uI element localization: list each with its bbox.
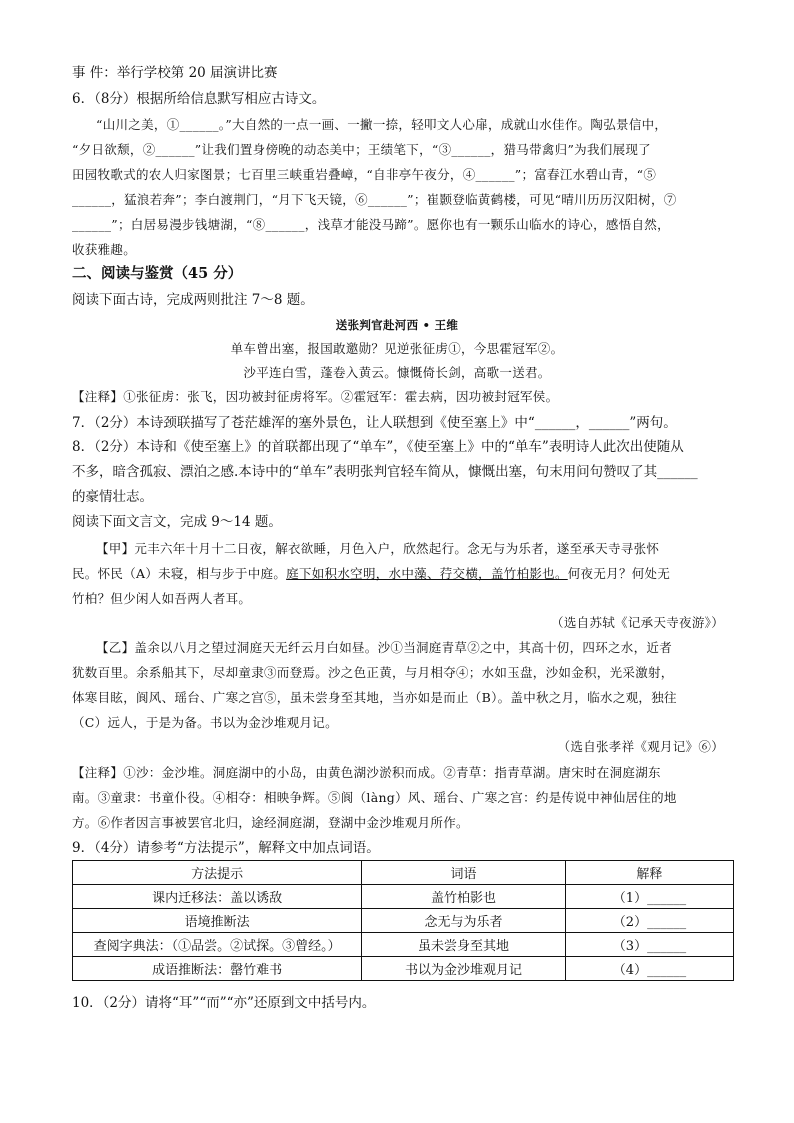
jia-line: 【甲】元丰六年十月十二日夜，解衣欲睡，月色入户，欣然起行。念无与为乐者，遂至承天寺寻张怀 [96,541,660,556]
q6-paragraph-line: “山川之美，①______。”大自然的一点一画、一撇一捺，轻叩文人心扉，成就山水佳作。陶弘景信中， [96,117,668,132]
yi-line: 犹数百里。余系船其下，尽却童隶③而登焉。沙之色正黄，与月相夺④；水如玉盘，沙如金积，光采激射， [72,665,674,680]
event-line: 事 件：举行学校第 20 届演讲比赛 [72,65,278,81]
q8-line: 8．（2分）本诗和《使至塞上》的首联都出现了“单车”，《使至塞上》中的“单车”表明诗人此次出使随从 [72,439,684,455]
q6-paragraph-line: 田园牧歌式的农人归家图景；七百里三峡重岩叠嶂，“自非亭午夜分，④______”；富春江水碧山青，“⑤ [72,167,657,182]
table-header: 方法提示 [73,861,362,885]
jia-text: 何夜无月？何处无 [567,566,671,581]
table-header: 解释 [565,861,733,885]
yi-line: 体寒目眩，阆风、瑶台、广寒之宫⑤，虽未尝身至其地，当亦如是而止（B）。盖中秋之月，临水之观，独往 [72,690,677,705]
q10: 10．（2分）请将“耳”“而”“亦”还原到文中括号内。 [72,995,376,1011]
table-header: 词语 [362,861,566,885]
yi-line: （C）远人，于是为备。书以为金沙堆观月记。 [72,715,338,730]
jia-line [72,564,670,584]
q6-paragraph-line: “夕日欲颓，②______”让我们置身傍晚的动态美中；王绩笔下，“③______，猎马带禽归”为我们展现了 [72,142,651,157]
prose-intro: 阅读下面文言文，完成 9～14 题。 [72,514,282,530]
poem-title: 送张判官赴河西 • 王维 [335,318,459,332]
section-heading: 二、阅读与鉴赏（45 分） [72,265,243,282]
q6-paragraph-line: 收获雅趣。 [72,242,137,257]
table-header-row [73,861,734,885]
method-table [72,860,734,981]
answer-cell[interactable]: （4）______ [565,957,733,981]
yi-note: 方。⑥作者因言事被罢官北归，途经洞庭湖，登湖中金沙堆观月所作。 [72,815,469,830]
poem-note: 【注释】①张征虏：张飞，因功被封征虏将军。②霍冠军：霍去病，因功被封冠军侯。 [72,389,559,404]
table-row [73,885,734,909]
q7: 7．（2分）本诗颈联描写了苍茫雄浑的塞外景色，让人联想到《使至塞上》中“______，______”两句。 [72,415,677,431]
table-cell: 课内迁移法：盖以诱敌 [73,885,362,909]
poem-line: 单车曾出塞，报国敢邀勋？见逆张征虏①，今思霍冠军②。 [230,341,564,356]
yi-note: 【注释】①沙：金沙堆。洞庭湖中的小岛，由黄色湖沙淤积而成。②青草：指青草湖。唐宋时在洞庭湖东 [72,765,661,780]
q8-line: 的豪情壮志。 [72,489,153,505]
yi-note: 南。③童隶：书童仆役。④相夺：相映争辉。⑤阆（làng）风、瑶台、广寒之宫：约是传说中神仙居住的地 [72,790,677,805]
table-cell: 查阅字典法：（①品尝。②试探。③曾经。） [73,933,362,957]
jia-source: （选自苏轼《记承天寺夜游》） [551,615,724,630]
yi-line: 【乙】盖余以八月之望过洞庭天无纤云月白如昼。沙①当洞庭青草②之中，其高十仞，四环之水，近者 [96,640,673,655]
table-cell: 成语推断法：罄竹难书 [73,957,362,981]
answer-cell[interactable]: （3）______ [565,933,733,957]
poem-intro: 阅读下面古诗，完成两则批注 7～8 题。 [72,292,314,308]
q6-stem: 6．（8分）根据所给信息默写相应古诗文。 [72,91,326,107]
jia-text: 民。怀民（A）未寝，相与步于中庭。 [72,566,287,581]
q9-stem: 9．（4分）请参考“方法提示”，解释文中加点词语。 [72,840,380,856]
table-row [73,957,734,981]
yi-source: （选自张孝祥《观月记》⑥） [557,739,724,754]
jia-underlined-sentence: 庭下如积水空明，水中藻、荇交横，盖竹柏影也。 [286,566,568,581]
q8-line: 不多，暗含孤寂、漂泊之感.本诗中的“单车”表明张判官轻车简从，慷慨出塞，句末用问句赞叹了其______ [72,464,698,480]
answer-cell[interactable]: （1）______ [565,885,733,909]
q6-paragraph-line: ______”；白居易漫步钱塘湖，“⑧______，浅草才能没马蹄”。愿你也有一颗乐山临水的诗心，感悟自然， [72,217,670,232]
table-cell: 书以为金沙堆观月记 [362,957,566,981]
answer-cell[interactable]: （2）______ [565,909,733,933]
poem-line: 沙平连白雪，蓬卷入黄云。慷慨倚长剑，高歌一送君。 [243,365,551,380]
jia-line: 竹柏？但少闲人如吾两人者耳。 [72,591,252,606]
q6-paragraph-line: ______，猛浪若奔”；李白渡荆门，“月下飞天镜，⑥______”；崔颢登临黄鹤楼，可见“晴川历历汉阳树，⑦ [72,192,677,207]
table-cell: 盖竹柏影也 [362,885,566,909]
table-cell: 念无与为乐者 [362,909,566,933]
table-cell: 虽未尝身至其地 [362,933,566,957]
table-cell: 语境推断法 [73,909,362,933]
table-row [73,933,734,957]
table-row [73,909,734,933]
